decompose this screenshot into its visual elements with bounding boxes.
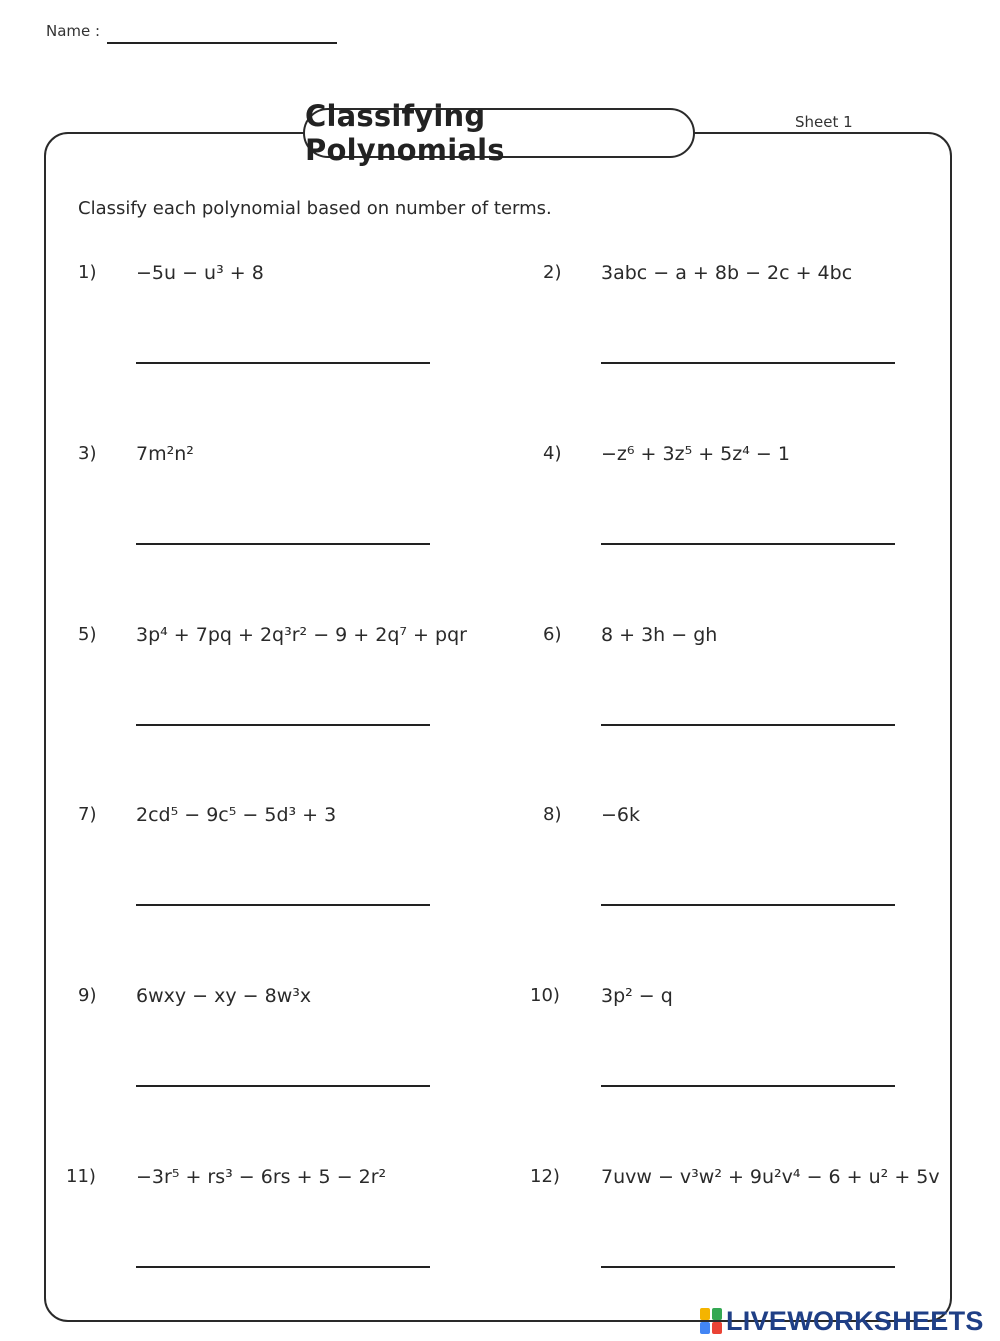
sheet-label: Sheet 1 — [795, 113, 853, 131]
answer-line[interactable] — [601, 1266, 895, 1268]
problem-2 — [543, 262, 933, 382]
problem-11 — [66, 1166, 456, 1286]
problem-number: 7) — [78, 804, 97, 825]
problem-expression: 3abc − a + 8b − 2c + 4bc — [601, 262, 853, 284]
answer-line[interactable] — [136, 1085, 430, 1087]
logo-text: LIVEWORKSHEETS — [726, 1305, 984, 1336]
problem-expression: 7uvw − v³w² + 9u²v⁴ − 6 + u² + 5v — [601, 1166, 940, 1188]
problem-3 — [78, 443, 468, 563]
problem-number: 1) — [78, 262, 97, 283]
problem-expression: 3p⁴ + 7pq + 2q³r² − 9 + 2q⁷ + pqr — [136, 624, 467, 646]
instructions: Classify each polynomial based on number of terms. — [78, 198, 552, 219]
problem-10 — [530, 985, 920, 1105]
problem-5 — [78, 624, 468, 744]
problem-8 — [543, 804, 933, 924]
problem-number: 3) — [78, 443, 97, 464]
problem-9 — [78, 985, 468, 1105]
logo-square-icon — [700, 1322, 710, 1334]
problem-expression: −z⁶ + 3z⁵ + 5z⁴ − 1 — [601, 443, 790, 465]
problem-number: 8) — [543, 804, 562, 825]
problem-12 — [530, 1166, 940, 1286]
name-answer-line[interactable] — [107, 42, 337, 44]
problem-expression: 2cd⁵ − 9c⁵ − 5d³ + 3 — [136, 804, 337, 826]
answer-line[interactable] — [136, 362, 430, 364]
problem-expression: 6wxy − xy − 8w³x — [136, 985, 312, 1007]
problem-4 — [543, 443, 933, 563]
liveworksheets-logo-icon — [700, 1308, 722, 1334]
answer-line[interactable] — [601, 362, 895, 364]
logo-square-icon — [712, 1322, 722, 1334]
problem-expression: 8 + 3h − gh — [601, 624, 718, 646]
answer-line[interactable] — [136, 543, 430, 545]
problem-7 — [78, 804, 468, 924]
answer-line[interactable] — [601, 904, 895, 906]
name-label: Name : — [46, 22, 101, 40]
worksheet-title: Classifying Polynomials — [303, 108, 695, 158]
logo-square-icon — [700, 1308, 710, 1320]
problem-number: 5) — [78, 624, 97, 645]
problem-number: 10) — [530, 985, 560, 1006]
problem-number: 11) — [66, 1166, 96, 1187]
logo-square-icon — [712, 1308, 722, 1320]
problem-6 — [543, 624, 933, 744]
problem-number: 6) — [543, 624, 562, 645]
problem-expression: −3r⁵ + rs³ − 6rs + 5 − 2r² — [136, 1166, 387, 1188]
problem-expression: −5u − u³ + 8 — [136, 262, 264, 284]
answer-line[interactable] — [601, 724, 895, 726]
problem-1 — [78, 262, 468, 382]
problem-number: 9) — [78, 985, 97, 1006]
answer-line[interactable] — [136, 724, 430, 726]
liveworksheets-logo — [700, 1304, 984, 1338]
problem-number: 12) — [530, 1166, 560, 1187]
problem-number: 4) — [543, 443, 562, 464]
answer-line[interactable] — [601, 543, 895, 545]
problem-expression: −6k — [601, 804, 641, 826]
problem-expression: 3p² − q — [601, 985, 673, 1007]
answer-line[interactable] — [601, 1085, 895, 1087]
problem-expression: 7m²n² — [136, 443, 194, 465]
answer-line[interactable] — [136, 1266, 430, 1268]
answer-line[interactable] — [136, 904, 430, 906]
problem-number: 2) — [543, 262, 562, 283]
